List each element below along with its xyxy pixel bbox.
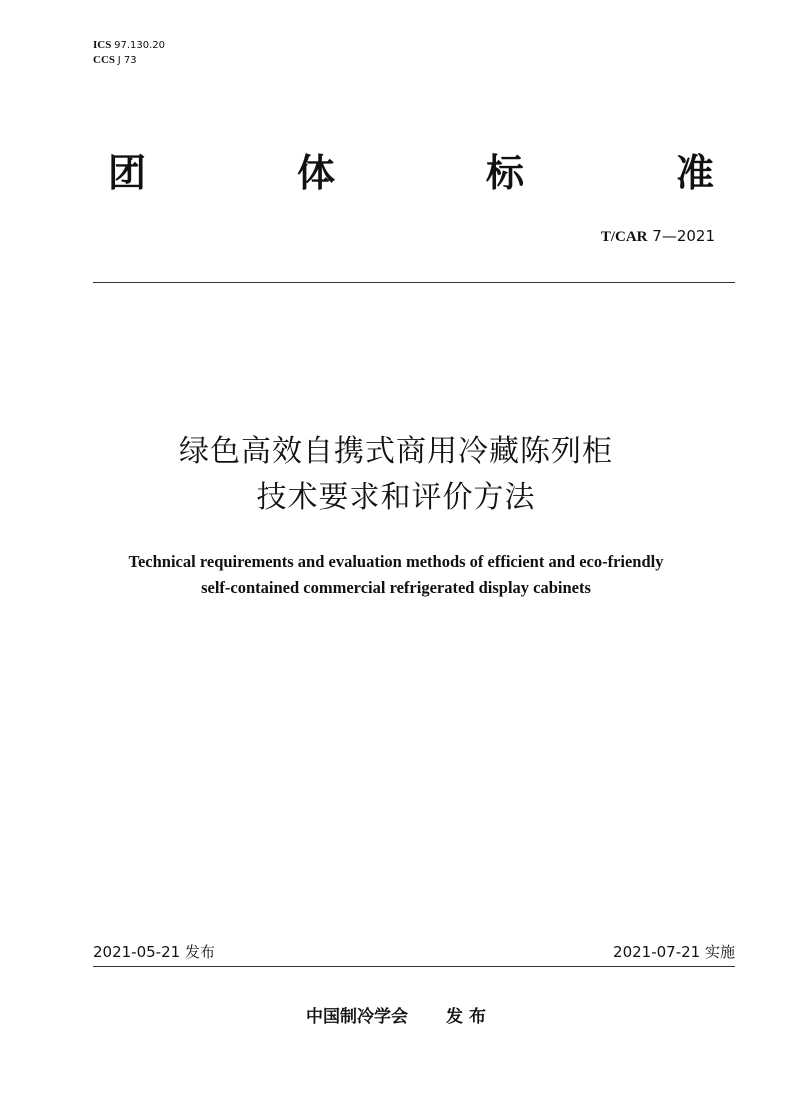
publisher-action: 发 布 <box>446 1007 486 1027</box>
ccs-label: CCS <box>93 54 116 66</box>
standard-type-char-1: 团 <box>108 151 147 195</box>
standard-number-value: 7—2021 <box>652 227 715 245</box>
standard-type-heading <box>100 148 730 198</box>
title-chinese-line-1: 绿色高效自携式商用冷藏陈列柜 <box>179 434 613 469</box>
title-english-line-1: Technical requirements and evaluation methods of efficient and eco-friendly <box>128 552 664 571</box>
header-divider <box>93 282 735 283</box>
publisher-line <box>0 1004 792 1030</box>
ics-code <box>93 38 165 53</box>
standard-type-char-3: 标 <box>486 151 525 195</box>
footer-divider <box>93 966 735 967</box>
publisher-name: 中国制冷学会 <box>306 1007 409 1027</box>
standard-type-char-4: 准 <box>676 151 715 195</box>
ics-label: ICS <box>93 39 112 51</box>
standard-number-prefix: T/CAR <box>600 229 648 245</box>
standard-type-char-2: 体 <box>297 151 336 195</box>
ics-value: 97.130.20 <box>114 40 165 51</box>
title-chinese-line-2: 技术要求和评价方法 <box>256 480 536 515</box>
ccs-code <box>93 53 165 68</box>
classification-codes <box>93 38 165 68</box>
standard-number <box>601 227 715 246</box>
ccs-value: J 73 <box>117 55 137 66</box>
implementation-date: 2021-07-21 实施 <box>613 943 735 961</box>
title-english-line-2: self-contained commercial refrigerated display cabinets <box>201 578 591 597</box>
issue-date: 2021-05-21 发布 <box>93 943 215 961</box>
